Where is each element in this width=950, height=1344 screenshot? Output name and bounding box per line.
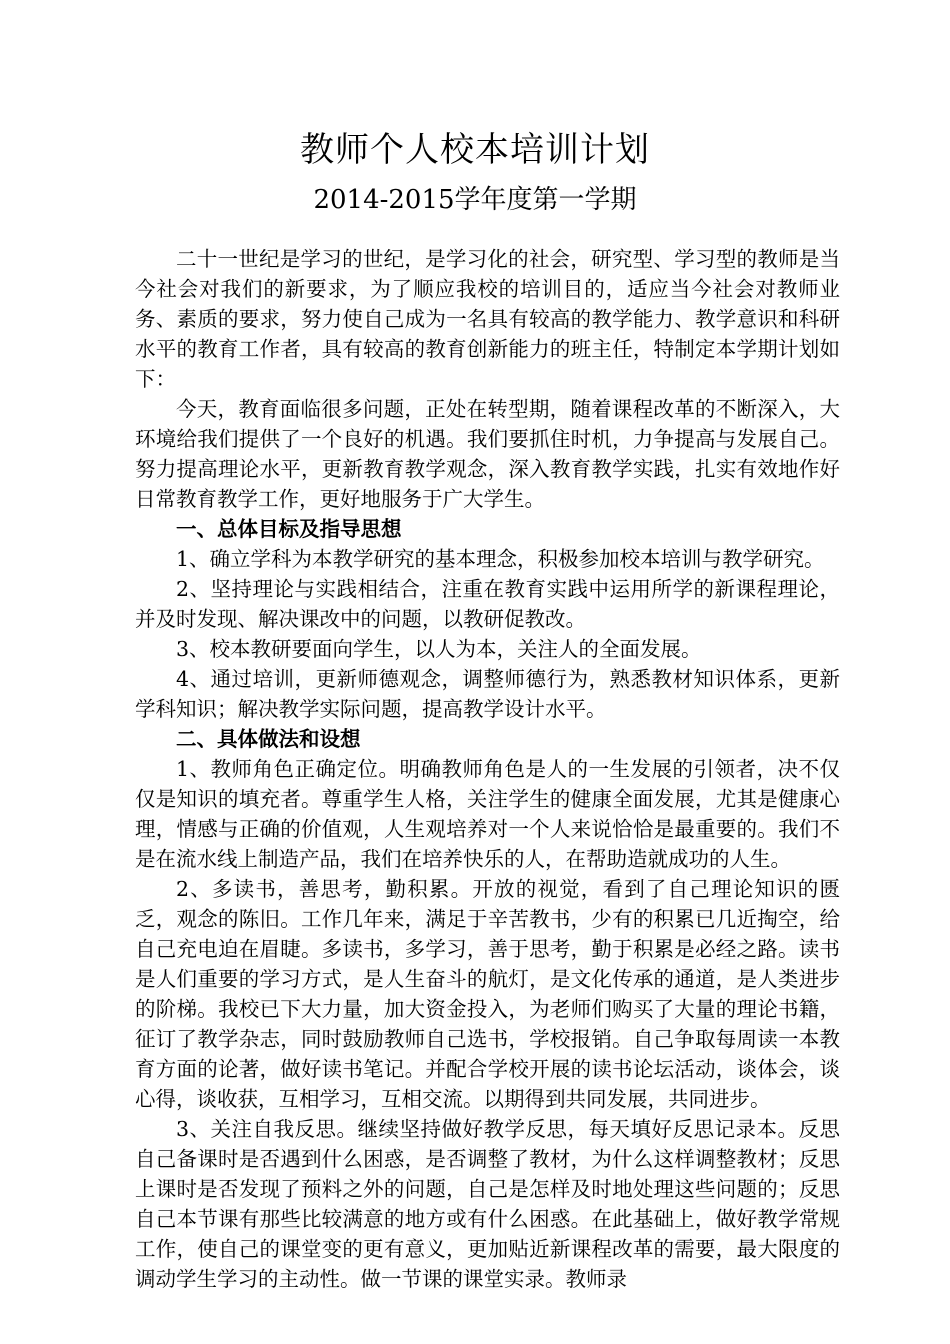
- document-body: [135, 244, 840, 1294]
- document-title: 教师个人校本培训计划: [300, 130, 650, 170]
- method-item-2: 2、多读书，善思考，勤积累。开放的视觉，看到了自己理论知识的匮乏，观念的陈旧。工作几年来，满足于辛苦教书，少有的积累已几近掏空，给自己充电迫在眉睫。多读书，多学习，善于思考，勤于积累是必经之路。读书是人们重要的学习方式，是人生奋斗的航灯，是文化传承的通道，是人类进步的阶梯。我校已下大力量，加大资金投入，为老师们购买了大量的理论书籍，征订了教学杂志，同时鼓励教师自己选书，学校报销。自己争取每周读一本教育方面的论著，做好读书笔记。并配合学校开展的读书论坛活动，谈体会，谈心得，谈收获，互相学习，互相交流。以期得到共同发展，共同进步。: [135, 877, 840, 1111]
- goal-item-4: 4、通过培训，更新师德观念，调整师德行为，熟悉教材知识体系，更新学科知识；解决教学实际问题，提高教学设计水平。: [135, 667, 840, 721]
- intro-paragraph: 二十一世纪是学习的世纪，是学习化的社会，研究型、学习型的教师是当今社会对我们的新要求，为了顺应我校的培训目的，适应当今社会对教师业务、素质的要求，努力使自己成为一名具有较高的教学能力、教学意识和科研水平的教育工作者，具有较高的教育创新能力的班主任，特制定本学期计划如下：: [135, 247, 840, 391]
- section-heading-methods: 二、具体做法和设想: [176, 727, 361, 751]
- method-item-1: 1、教师角色正确定位。明确教师角色是人的一生发展的引领者，决不仅仅是知识的填充者。尊重学生人格，关注学生的健康全面发展，尤其是健康心理，情感与正确的价值观，人生观培养对一个人来说恰恰是最重要的。我们不是在流水线上制造产品，我们在培养快乐的人，在帮助造就成功的人生。: [135, 757, 840, 871]
- goal-item-3: 3、校本教研要面向学生，以人为本，关注人的全面发展。: [176, 637, 702, 661]
- context-paragraph: 今天，教育面临很多问题，正处在转型期，随着课程改革的不断深入，大环境给我们提供了一个良好的机遇。我们要抓住时机，力争提高与发展自己。努力提高理论水平，更新教育教学观念，深入教育教学实践，扎实有效地作好日常教育教学工作，更好地服务于广大学生。: [135, 397, 840, 511]
- goal-item-2: 2、坚持理论与实践相结合，注重在教育实践中运用所学的新课程理论，并及时发现、解决课改中的问题，以教研促教改。: [135, 577, 840, 631]
- goal-item-1: 1、确立学科为本教学研究的基本理念，积极参加校本培训与教学研究。: [176, 547, 825, 571]
- method-item-3: 3、关注自我反思。继续坚持做好教学反思，每天填好反思记录本。反思自己备课时是否遇到什么困惑，是否调整了教材，为什么这样调整教材；反思上课时是否发现了预料之外的问题，自己是怎样及时地处理这些问题的；反思自己本节课有那些比较满意的地方或有什么困惑。在此基础上，做好教学常规工作，使自己的课堂变的更有意义，更加贴近新课程改革的需要，最大限度的调动学生学习的主动性。做一节课的课堂实录。教师录: [135, 1117, 840, 1291]
- section-heading-goals: 一、总体目标及指导思想: [176, 517, 402, 541]
- document-subtitle: 2014-2015学年度第一学期: [313, 185, 637, 215]
